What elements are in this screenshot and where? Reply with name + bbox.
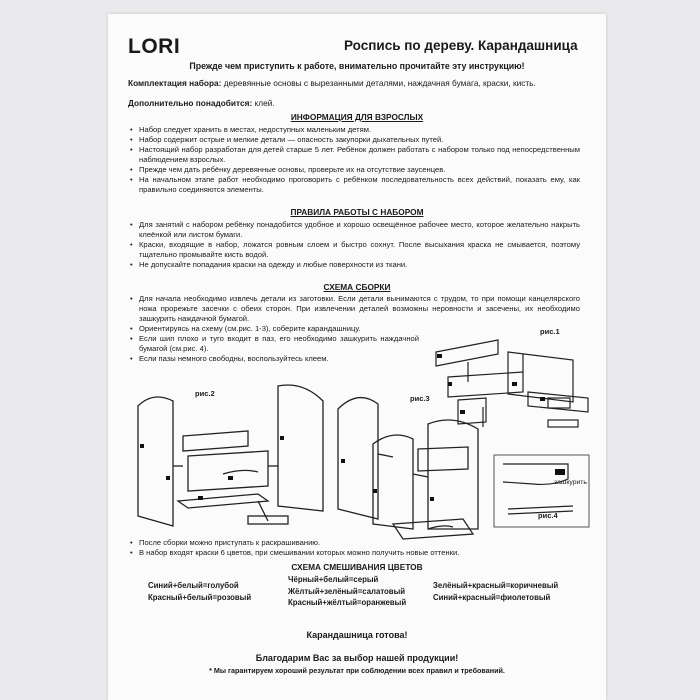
mix-item: Красный+жёлтый=оранжевый: [288, 598, 407, 607]
mixing-column-3: [433, 580, 558, 603]
instruction-sheet: [108, 14, 606, 700]
guarantee-note: * Мы гарантируем хороший результат при соблюдении всех правил и требований.: [209, 666, 505, 675]
kit-text: деревянные основы с вырезанными деталями, наждачная бумага, краски, кисть.: [221, 78, 536, 88]
figure-2-diagram: [128, 376, 328, 536]
sand-label: зашкурить: [554, 479, 587, 486]
mix-item: Синий+красный=фиолетовый: [433, 592, 551, 602]
extra-text: клей.: [252, 98, 275, 108]
brand-logo: LORI: [128, 35, 181, 58]
extra-label: Дополнительно понадобится:: [128, 98, 253, 108]
fig3-label: рис.3: [410, 394, 430, 403]
list-item: • Прежде чем дать ребёнку деревянные основы, проверьте их на отсутствие заусенцев.: [130, 165, 580, 175]
warning-line: Прежде чем приступить к работе, внимательно прочитайте эту инструкцию!: [189, 61, 525, 71]
after-list: [130, 538, 580, 558]
additional-needed: [128, 98, 275, 108]
document-title: Роспись по дереву. Карандашница: [344, 38, 578, 53]
mixing-heading: СХЕМА СМЕШИВАНИЯ ЦВЕТОВ: [291, 562, 423, 572]
mixing-column-1: [148, 580, 251, 603]
fig1-label: рис.1: [540, 327, 560, 336]
mixing-column-2: [288, 574, 406, 609]
rules-list: [130, 220, 580, 270]
adults-heading: ИНФОРМАЦИЯ ДЛЯ ВЗРОСЛЫХ: [290, 112, 424, 122]
mix-item: Чёрный+белый=серый: [288, 575, 379, 584]
ready-line: Карандашница готова!: [306, 630, 408, 640]
fig2-label: рис.2: [195, 389, 215, 398]
list-item: • Если пазы немного свободны, воспользуйтесь клеем.: [130, 354, 419, 364]
mix-item: Синий+белый=голубой: [148, 581, 239, 590]
mix-item: Жёлтый+зелёный=салатовый: [288, 586, 406, 596]
list-item: • Для начала необходимо извлечь детали из заготовки. Если детали вынимаются с трудом, то при помощи канцелярского ножа прорежьте засечки с обеих сторон. При извлечении деталей возможны неровности и засечены, их необходимо зашкурить наждачной бумагой.: [130, 294, 580, 324]
list-item: • Не допускайте попадания краски на одежду и любые поверхности из ткани.: [130, 260, 580, 270]
list-item: • Набор следует хранить в местах, недоступных маленьким детям.: [130, 125, 580, 135]
rules-heading: ПРАВИЛА РАБОТЫ С НАБОРОМ: [290, 207, 424, 217]
mix-item: Красный+белый=розовый: [148, 592, 252, 602]
kit-contents: [128, 78, 588, 88]
list-item: • Настоящий набор разработан для детей старше 5 лет. Ребёнок должен работать с набором только под непосредственным наблюдением взрослых.: [130, 145, 580, 165]
list-item: • Ориентируясь на схему (см.рис. 1-3), соберите карандашницу.: [130, 324, 419, 334]
figure-3-diagram: [333, 379, 483, 551]
list-item: • На начальном этапе работ необходимо проговорить с ребёнком последовательность всех действий, показать ему, как правильно соединяются элементы.: [130, 175, 580, 195]
list-item: • После сборки можно приступать к раскрашиванию.: [130, 538, 580, 548]
adults-list: [130, 125, 580, 195]
list-item: • Для занятий с набором ребёнку понадобится удобное и хорошо освещённое рабочее место, которое желательно накрыть клеёнкой или листом бумаги.: [130, 220, 580, 240]
thanks-line: Благодарим Вас за выбор нашей продукции!: [255, 653, 459, 663]
list-item: • В набор входят краски 6 цветов, при смешивании которых можно получить новые оттенки.: [130, 548, 580, 558]
list-item: • Если шип плохо и туго входит в паз, его необходимо зашкурить наждачной бумагой (см.рис. 4).: [130, 334, 419, 354]
assembly-heading: СХЕМА СБОРКИ: [323, 282, 391, 292]
fig4-label: рис.4: [538, 511, 558, 520]
mix-item: Зелёный+красный=коричневый: [433, 581, 559, 590]
kit-label: Комплектация набора:: [128, 78, 222, 88]
list-item: • Краски, входящие в набор, ложатся ровным слоем и быстро сохнут. После высыхания краска не смывается, поэтому тщательно промывайте кисть водой.: [130, 240, 580, 260]
list-item: • Набор содержит острые и мелкие детали — опасность закупорки дыхательных путей.: [130, 135, 580, 145]
